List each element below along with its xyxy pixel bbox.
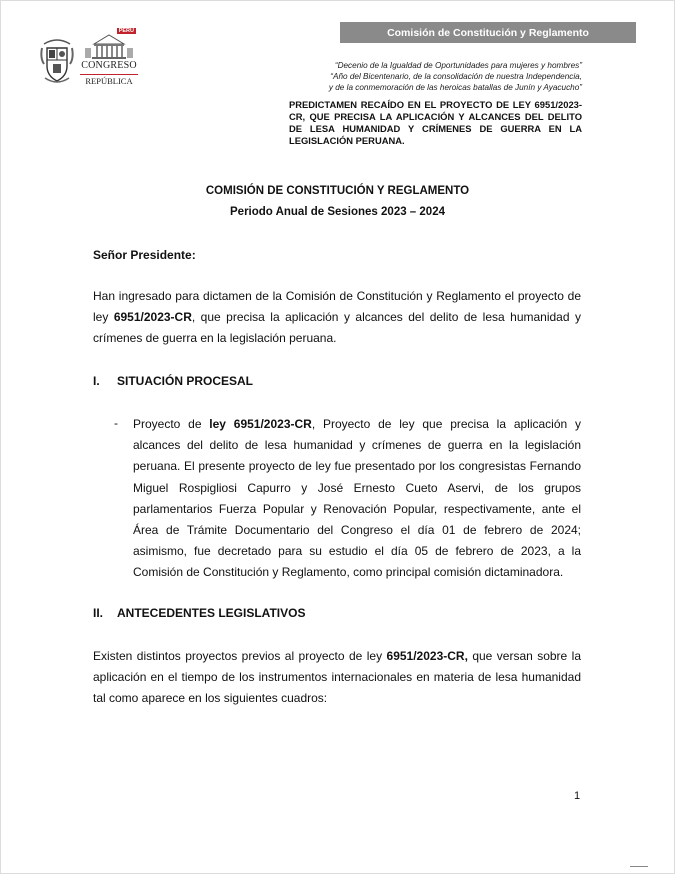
bill-number: ley 6951/2023-CR xyxy=(209,417,312,431)
section-title: ANTECEDENTES LEGISLATIVOS xyxy=(117,606,306,620)
congreso-logo xyxy=(80,28,138,86)
motto-line: y de la conmemoración de las heroicas batallas de Junín y Ayacucho” xyxy=(328,83,582,92)
logo-republica-text: REPÚBLICA xyxy=(80,74,138,86)
section-number: I. xyxy=(93,374,100,388)
document-subtitle: Periodo Anual de Sesiones 2023 – 2024 xyxy=(230,206,445,218)
predictamen-title: PREDICTAMEN RECAÍDO EN EL PROYECTO DE LEY 6951/2023-CR, QUE PRECISA LA APLICACIÓN Y ALCANCES DEL DELITO DE LESA HUMANIDAD Y CRÍMENES DE GUERRA EN LA LEGISLACIÓN PERUANA. xyxy=(289,99,582,146)
bullet-dash: - xyxy=(114,416,118,430)
commission-header-bar: Comisión de Constitución y Reglamento xyxy=(340,22,636,43)
logo-congreso-text: CONGRESO xyxy=(81,60,137,71)
motto-line: “Decenio de la Igualdad de Oportunidades para mujeres y hombres” xyxy=(334,61,582,70)
section-title: SITUACIÓN PROCESAL xyxy=(117,374,254,388)
greeting: Señor Presidente: xyxy=(93,248,196,262)
motto-line: “Año del Bicentenario, de la consolidación de nuestra Independencia, xyxy=(330,72,582,81)
antecedentes-paragraph: Existen distintos proyectos previos al proyecto de ley 6951/2023-CR, que versan sobre la aplicación en el tiempo de los instrumentos internacionales en materia de lesa humanidad tal como aparece en los siguientes cuadros: xyxy=(93,649,581,705)
section-number: II. xyxy=(93,606,104,620)
page-corner-mark xyxy=(630,866,648,867)
document-title: COMISIÓN DE CONSTITUCIÓN Y REGLAMENTO xyxy=(205,185,470,197)
section-heading-procesal xyxy=(93,374,253,388)
year-motto xyxy=(262,60,582,93)
logo-peru-label: PERÚ xyxy=(118,28,134,34)
bill-number: 6951/2023-CR xyxy=(113,310,192,324)
section-heading-antecedentes xyxy=(93,606,305,620)
coat-of-arms-icon xyxy=(40,36,74,86)
page-number: 1 xyxy=(574,790,581,802)
bill-number: 6951/2023-CR, xyxy=(386,649,468,663)
intro-paragraph: Han ingresado para dictamen de la Comisión de Constitución y Reglamento el proyecto de ley 6951/2023-CR, que precisa la aplicación y alcances del delito de lesa humanidad y crímenes de guerra en la legislación peruana. xyxy=(93,289,581,345)
list-item: Proyecto de ley 6951/2023-CR, Proyecto de ley que precisa la aplicación y alcances del delito de lesa humanidad y crímenes de guerra en la legislación peruana. El presente proyecto de ley fue presentado por los congresistas Fernando Miguel Rospigliosi Capurro y José Ernesto Cueto Aservi, de los grupos parlamentarios Fuerza Popular y Renovación Popular, respectivamente, ante el Área de Trámite Documentario del Congreso el día 01 de febrero de 2024; asimismo, fue decretado para su estudio el día 05 de febrero de 2023, a la Comisión de Constitución y Reglamento, como principal comisión dictaminadora. xyxy=(133,417,581,580)
